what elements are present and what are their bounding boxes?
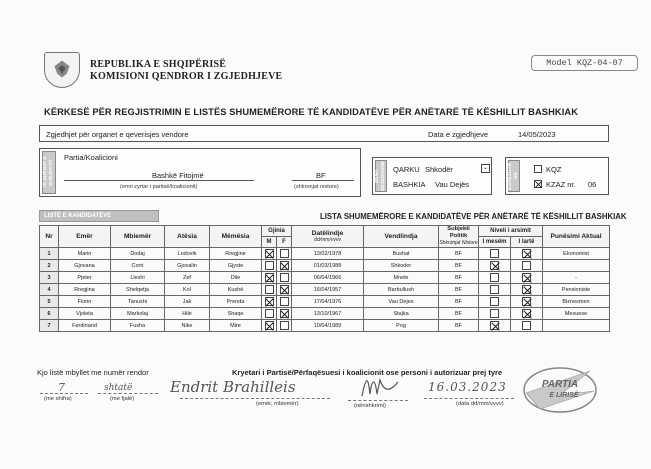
cell-mbiemer[interactable]: Dodaj xyxy=(111,248,165,260)
cell-nr[interactable]: 1 xyxy=(40,248,59,260)
edu-mesem-cell xyxy=(479,320,511,332)
gender-f-checkbox[interactable] xyxy=(280,309,289,318)
list-banner: LISTË E KANDIDATËVE xyxy=(39,210,159,222)
cell-subjekti[interactable]: BF xyxy=(439,296,479,308)
cell-punesimi[interactable]: Ekonomist xyxy=(543,248,610,260)
cell-vendlindja[interactable]: Mnele xyxy=(364,272,439,284)
zone-box xyxy=(372,157,492,195)
cell-memesia[interactable]: Shaqe xyxy=(210,308,262,320)
cell-emer[interactable]: Rregjina xyxy=(59,284,111,296)
edu-mesem-checkbox[interactable] xyxy=(490,309,499,318)
cell-nr[interactable]: 4 xyxy=(40,284,59,296)
edu-mesem-checkbox[interactable] xyxy=(490,261,499,270)
edu-mesem-cell xyxy=(479,296,511,308)
closing-number-handwritten[interactable]: 7 xyxy=(58,381,65,394)
kzaz-checkbox[interactable] xyxy=(534,180,542,188)
edu-larte-cell xyxy=(511,260,543,272)
kzaz-label: KZAZ nr. xyxy=(546,180,576,189)
election-date-value[interactable]: 14/05/2023 xyxy=(518,130,556,139)
edu-mesem-cell xyxy=(479,248,511,260)
edu-larte-cell xyxy=(511,284,543,296)
kzaz-number[interactable]: 06 xyxy=(588,180,597,189)
party-name-line xyxy=(64,180,254,181)
cell-punesimi[interactable] xyxy=(543,320,610,332)
cell-emer[interactable]: Marin xyxy=(59,248,111,260)
cell-datelindje[interactable]: 13/10/1967 xyxy=(292,308,364,320)
col-niveli-larte: I lartë xyxy=(511,237,543,248)
cell-punesimi[interactable]: Mesuese xyxy=(543,308,610,320)
cell-memesia[interactable]: Rregjine xyxy=(210,248,262,260)
edu-mesem-checkbox[interactable] xyxy=(490,285,499,294)
signer-name-line xyxy=(180,398,330,399)
edu-larte-cell xyxy=(511,272,543,284)
date-caption: (data dd/mm/vvvv) xyxy=(456,401,504,407)
cell-subjekti[interactable]: BF xyxy=(439,284,479,296)
col-datelindje xyxy=(292,226,364,248)
candidate-row xyxy=(40,284,610,296)
cell-punesimi[interactable]: Biznesmen xyxy=(543,296,610,308)
cell-atesia[interactable]: Jak xyxy=(165,296,210,308)
gender-m-checkbox[interactable] xyxy=(265,249,274,258)
cell-emer[interactable]: Gjovana xyxy=(59,260,111,272)
party-tab-label: TË DHËNAT E SUBJEKTIT xyxy=(43,156,54,189)
gender-m-cell xyxy=(262,320,277,332)
candidate-row xyxy=(40,296,610,308)
cell-emer[interactable]: Florin xyxy=(59,296,111,308)
col-memesia: Mëmësia xyxy=(210,226,262,248)
qarku-value[interactable]: Shkodër xyxy=(425,165,453,174)
qarku-dropdown-icon[interactable]: ⌄ xyxy=(482,165,489,171)
cell-datelindje[interactable]: 01/03/1988 xyxy=(292,260,364,272)
cell-mbiemer[interactable]: Fusha xyxy=(111,320,165,332)
party-tab xyxy=(42,151,56,194)
candidate-row xyxy=(40,260,610,272)
cell-memesia[interactable]: Gjyste xyxy=(210,260,262,272)
col-gjinia: Gjinia xyxy=(262,226,292,237)
signer-name-caption: (emër, mbiemër) xyxy=(256,401,299,407)
col-subjekti-sub: Shkronjat Nistore xyxy=(439,240,478,246)
party-name-caption: (emri zyrtar i partisë/koalicionit) xyxy=(120,184,198,190)
cell-atesia[interactable]: Nike xyxy=(165,320,210,332)
cell-vendlindja[interactable]: Vau Dejes xyxy=(364,296,439,308)
cell-atesia[interactable]: Kol xyxy=(165,284,210,296)
edu-larte-checkbox[interactable] xyxy=(522,285,531,294)
cell-nr[interactable]: 6 xyxy=(40,308,59,320)
edu-larte-checkbox[interactable] xyxy=(522,309,531,318)
cell-emer[interactable]: Ferdinand xyxy=(59,320,111,332)
zone-tab xyxy=(375,160,387,192)
bashkia-label: BASHKIA xyxy=(393,180,426,189)
candidates-table xyxy=(39,225,610,332)
gender-m-checkbox[interactable] xyxy=(265,285,274,294)
cell-punesimi[interactable]: - xyxy=(543,272,610,284)
cell-memesia[interactable]: Mire xyxy=(210,320,262,332)
election-box xyxy=(39,125,609,142)
gender-m-checkbox[interactable] xyxy=(265,309,274,318)
cell-vendlindja[interactable]: Pog xyxy=(364,320,439,332)
cell-mbiemer[interactable]: Tanushi xyxy=(111,296,165,308)
cell-datelindje[interactable]: 10/04/1989 xyxy=(292,320,364,332)
gender-f-cell xyxy=(277,308,292,320)
cell-mbiemer[interactable]: Corri xyxy=(111,260,165,272)
gender-f-checkbox[interactable] xyxy=(280,297,289,306)
party-name[interactable]: Bashkë Fitojmë xyxy=(152,171,204,180)
cell-vendlindja[interactable]: Shkoder xyxy=(364,260,439,272)
closing-number-caption: (me shifra) xyxy=(44,396,72,402)
party-field-label: Partia/Koalicioni xyxy=(64,153,118,162)
cell-punesimi[interactable] xyxy=(543,260,610,272)
republic-emblem xyxy=(44,52,80,88)
edu-larte-checkbox[interactable] xyxy=(522,273,531,282)
cell-mbiemer[interactable]: Markolaj xyxy=(111,308,165,320)
gender-m-cell xyxy=(262,248,277,260)
gender-f-checkbox[interactable] xyxy=(280,285,289,294)
cell-datelindje[interactable]: 13/02/1978 xyxy=(292,248,364,260)
cell-mbiemer[interactable]: Shelqetja xyxy=(111,284,165,296)
col-nr: Nr xyxy=(40,226,59,248)
party-stamp-logo xyxy=(520,365,598,415)
submitted-box xyxy=(505,157,609,195)
cell-subjekti[interactable]: BF xyxy=(439,308,479,320)
edu-larte-checkbox[interactable] xyxy=(522,321,531,330)
gender-m-checkbox[interactable] xyxy=(265,261,274,270)
closing-label: Kjo listë mbyllet me numër rendor xyxy=(37,368,149,377)
cell-atesia[interactable]: Lodovik xyxy=(165,248,210,260)
cell-emer[interactable]: Pjeter xyxy=(59,272,111,284)
col-subjekti xyxy=(439,226,479,248)
signature-line xyxy=(348,400,408,401)
gender-f-checkbox[interactable] xyxy=(280,273,289,282)
cell-subjekti[interactable]: BF xyxy=(439,248,479,260)
closing-words-line xyxy=(98,393,158,394)
submitted-tab xyxy=(508,160,520,192)
candidate-row xyxy=(40,248,610,260)
gender-m-checkbox[interactable] xyxy=(265,273,274,282)
gender-m-cell xyxy=(262,260,277,272)
stamp-text-2: E LIRISË xyxy=(549,392,579,399)
col-mbiemer: Mbiemër xyxy=(111,226,165,248)
candidate-row xyxy=(40,320,610,332)
cell-nr[interactable]: 7 xyxy=(40,320,59,332)
gender-f-cell xyxy=(277,320,292,332)
party-abbr[interactable]: BF xyxy=(316,171,326,180)
party-abbr-caption: (shkronjat nistore) xyxy=(294,184,339,190)
cell-emer[interactable]: Vjoleta xyxy=(59,308,111,320)
edu-mesem-checkbox[interactable] xyxy=(490,321,499,330)
gender-f-cell xyxy=(277,284,292,296)
cell-datelindje[interactable]: 06/04/1966 xyxy=(292,272,364,284)
col-punesimi: Punësimi Aktual xyxy=(543,226,610,248)
edu-mesem-cell xyxy=(479,272,511,284)
candidates-body xyxy=(40,248,610,332)
col-gjinia-f: F xyxy=(277,237,292,248)
gender-m-checkbox[interactable] xyxy=(265,321,274,330)
election-name: Zgjedhjet për organet e qeverisjes vendore xyxy=(46,130,189,139)
edu-larte-cell xyxy=(511,248,543,260)
cell-subjekti[interactable]: BF xyxy=(439,320,479,332)
cell-nr[interactable]: 2 xyxy=(40,260,59,272)
election-date-label: Data e zgjedhjeve xyxy=(428,130,489,139)
signer-name-handwritten[interactable]: Endrit Brahilleis xyxy=(170,378,296,396)
gender-f-checkbox[interactable] xyxy=(280,249,289,258)
col-niveli: Niveli i arsimit xyxy=(479,226,543,237)
kqz-label: KQZ xyxy=(546,165,562,174)
edu-larte-checkbox[interactable] xyxy=(522,261,531,270)
party-abbr-line xyxy=(292,180,354,181)
cell-memesia[interactable]: Kushë xyxy=(210,284,262,296)
party-box xyxy=(39,148,361,197)
cell-atesia[interactable]: Gjovalin xyxy=(165,260,210,272)
cell-atesia[interactable]: Hile xyxy=(165,308,210,320)
edu-larte-cell xyxy=(511,320,543,332)
edu-larte-checkbox[interactable] xyxy=(522,249,531,258)
col-datelindje-format: dd/mm/vvvv xyxy=(314,237,341,243)
cell-subjekti[interactable]: BF xyxy=(439,272,479,284)
cell-nr[interactable]: 5 xyxy=(40,296,59,308)
col-datelindje-label: Datëlindje xyxy=(311,230,344,237)
edu-mesem-cell xyxy=(479,308,511,320)
submitted-tab-label: DORËZUAR NË xyxy=(508,162,519,190)
stamp-text-1: PARTIA xyxy=(541,379,579,390)
table-header-row xyxy=(40,226,610,237)
edu-larte-checkbox[interactable] xyxy=(522,297,531,306)
gender-f-cell xyxy=(277,296,292,308)
signature-scribble[interactable] xyxy=(358,372,402,400)
gender-f-checkbox[interactable] xyxy=(280,261,289,270)
signature-caption: (nënshkrimi) xyxy=(354,403,386,409)
cell-mbiemer[interactable]: Lleshi xyxy=(111,272,165,284)
cell-nr[interactable]: 3 xyxy=(40,272,59,284)
qarku-label: QARKU xyxy=(393,165,420,174)
list-title: LISTA SHUMEMËRORE E KANDIDATËVE PËR ANËTARË TË KËSHILLIT BASHKIAK xyxy=(320,212,627,221)
edu-larte-cell xyxy=(511,296,543,308)
gender-m-cell xyxy=(262,308,277,320)
edu-mesem-cell xyxy=(479,260,511,272)
candidate-row xyxy=(40,308,610,320)
cell-datelindje[interactable]: 17/04/1976 xyxy=(292,296,364,308)
col-subjekti-label: Subjekti Politik xyxy=(447,226,470,239)
cell-subjekti[interactable]: BF xyxy=(439,260,479,272)
col-gjinia-m: M xyxy=(262,237,277,248)
edu-mesem-checkbox[interactable] xyxy=(490,249,499,258)
gender-m-checkbox[interactable] xyxy=(265,297,274,306)
gender-f-checkbox[interactable] xyxy=(280,321,289,330)
edu-larte-cell xyxy=(511,308,543,320)
cell-vendlindja[interactable]: Stajka xyxy=(364,308,439,320)
gender-m-cell xyxy=(262,296,277,308)
document-title: KËRKESË PËR REGJISTRIMIN E LISTËS SHUMEMËRORE TË KANDIDATËVE PËR ANËTARË TË KËSHILLIT BASHKIAK xyxy=(44,107,579,117)
gender-f-cell xyxy=(277,272,292,284)
candidate-row xyxy=(40,272,610,284)
edu-mesem-checkbox[interactable] xyxy=(490,297,499,306)
col-emer: Emër xyxy=(59,226,111,248)
col-atesia: Atësia xyxy=(165,226,210,248)
date-line xyxy=(424,398,514,399)
col-niveli-mesem: I mesëm xyxy=(479,237,511,248)
bashkia-value[interactable]: Vau Dejës xyxy=(435,180,470,189)
org-line-1: REPUBLIKA E SHQIPËRISË xyxy=(90,59,227,70)
cell-vendlindja[interactable]: Bushat xyxy=(364,248,439,260)
authorized-label: Kryetari i Partisë/Përfaqësuesi i koalicionit ose personi i autorizuar prej tyre xyxy=(232,368,503,377)
closing-number-line xyxy=(40,393,88,394)
kqz-checkbox[interactable] xyxy=(534,165,542,173)
cell-memesia[interactable]: Dile xyxy=(210,272,262,284)
cell-memesia[interactable]: Prenda xyxy=(210,296,262,308)
gender-f-cell xyxy=(277,248,292,260)
closing-words-handwritten[interactable]: shtatë xyxy=(104,383,133,393)
edu-mesem-cell xyxy=(479,284,511,296)
cell-datelindje[interactable]: 16/04/1957 xyxy=(292,284,364,296)
gender-m-cell xyxy=(262,284,277,296)
col-vendlindja: Vendlindja xyxy=(364,226,439,248)
gender-m-cell xyxy=(262,272,277,284)
date-handwritten[interactable]: 16.03.2023 xyxy=(428,380,507,394)
org-line-2: KOMISIONI QENDROR I ZGJEDHJEVE xyxy=(90,71,283,82)
model-code: Model KQZ-04-07 xyxy=(531,55,638,71)
cell-punesimi[interactable]: Pensioniste xyxy=(543,284,610,296)
cell-atesia[interactable]: Zef xyxy=(165,272,210,284)
cell-vendlindja[interactable]: Barbullush xyxy=(364,284,439,296)
zone-tab-label: ZONA ZGJEDHORE xyxy=(375,161,386,191)
closing-words-caption: (me fjalë) xyxy=(110,396,135,402)
edu-mesem-checkbox[interactable] xyxy=(490,273,499,282)
gender-f-cell xyxy=(277,260,292,272)
